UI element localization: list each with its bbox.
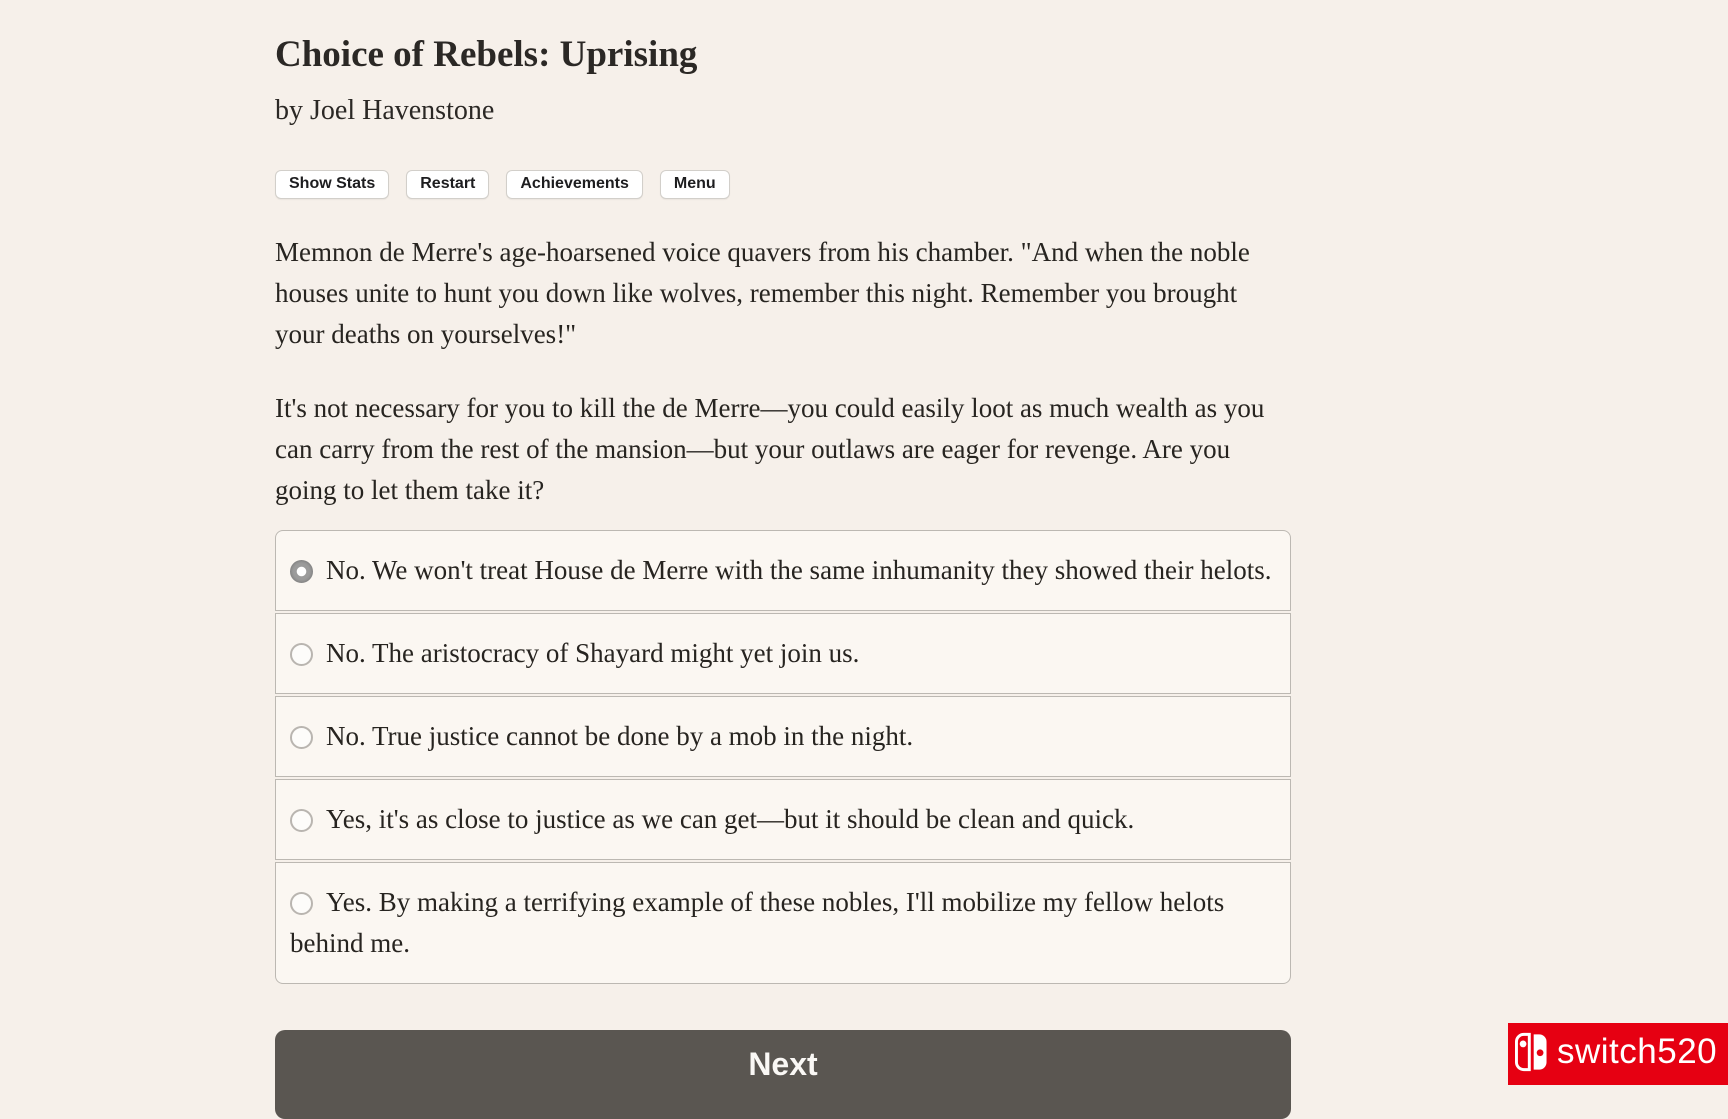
watermark [1508,1023,1728,1085]
next-button[interactable]: Next [275,1030,1291,1119]
choice-label: No. The aristocracy of Shayard might yet join us. [326,638,860,668]
choice-label: Yes, it's as close to justice as we can get—but it should be clean and quick. [326,804,1135,834]
radio-unselected-icon[interactable] [290,643,313,666]
choice-label: No. We won't treat House de Merre with the same inhumanity they showed their helots. [326,555,1272,585]
choice-option-1[interactable] [275,530,1291,611]
achievements-button[interactable]: Achievements [506,170,643,199]
choice-label: Yes. By making a terrifying example of these nobles, I'll mobilize my fellow helots behind me. [290,887,1225,958]
choice-option-5[interactable] [275,862,1291,984]
story-paragraph: It's not necessary for you to kill the de Merre—you could easily loot as much wealth as you can carry from the rest of the mansion—but your outlaws are eager for revenge. Are you going to let them take it? [275,393,1265,505]
author-byline: by Joel Havenstone [275,95,495,126]
radio-unselected-icon[interactable] [290,809,313,832]
choice-option-2[interactable] [275,613,1291,694]
nintendo-switch-icon [1515,1027,1548,1077]
radio-unselected-icon[interactable] [290,892,313,915]
show-stats-button[interactable]: Show Stats [275,170,389,199]
story-column [275,0,1291,1119]
choice-option-4[interactable] [275,779,1291,860]
choice-label: No. True justice cannot be done by a mob in the night. [326,721,914,751]
story-paragraph: Memnon de Merre's age-hoarsened voice quavers from his chamber. "And when the noble houses unite to hunt you down like wolves, remember this night. Remember you brought your deaths on yourselves!" [275,237,1250,349]
choice-option-3[interactable] [275,696,1291,777]
watermark-text: switch520 [1557,1031,1718,1071]
toolbar [275,170,1291,199]
menu-button[interactable]: Menu [660,170,730,199]
restart-button[interactable]: Restart [406,170,489,199]
page-title: Choice of Rebels: Uprising [275,34,698,75]
radio-unselected-icon[interactable] [290,726,313,749]
radio-selected-icon[interactable] [290,560,313,583]
choice-list [275,530,1291,984]
